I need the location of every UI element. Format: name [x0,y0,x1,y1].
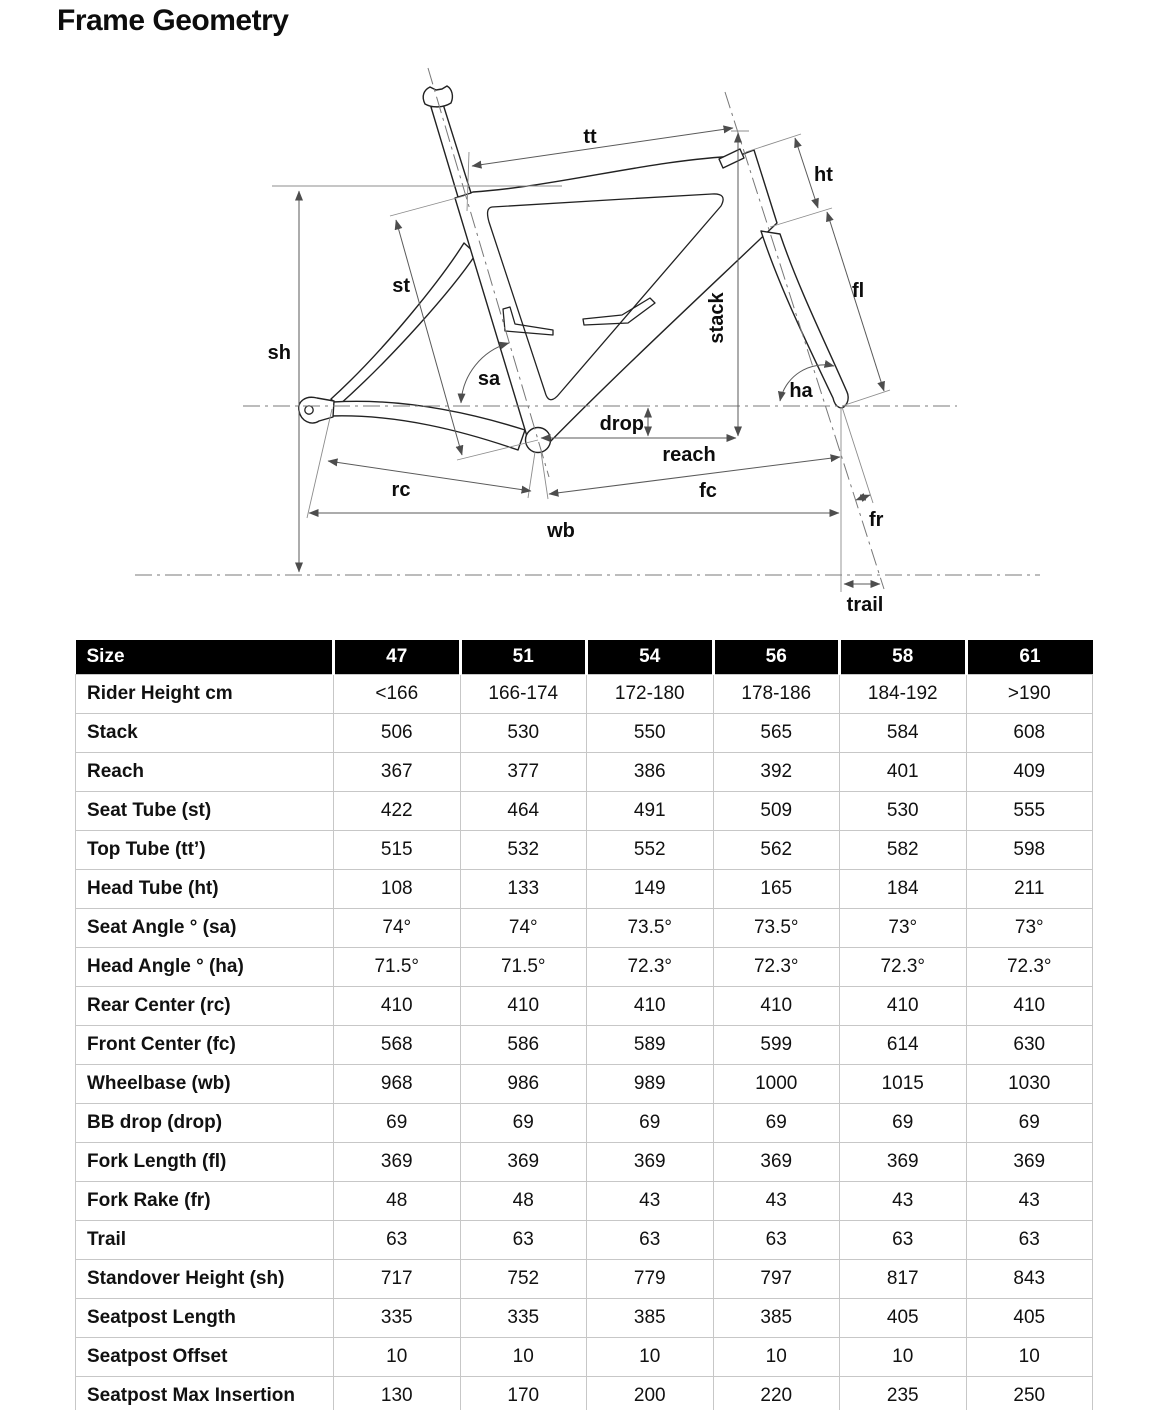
value-cell: 72.3° [587,948,714,987]
value-cell: 401 [840,753,967,792]
value-cell: 69 [460,1104,587,1143]
value-cell: 562 [713,831,840,870]
row-label: Top Tube (tt’) [76,831,334,870]
value-cell: 1000 [713,1065,840,1104]
value-cell: 69 [587,1104,714,1143]
table-row [76,1338,1093,1377]
table-row [76,1065,1093,1104]
row-label: Seat Angle ° (sa) [76,909,334,948]
value-cell: 69 [840,1104,967,1143]
value-cell: 582 [840,831,967,870]
row-label: Seat Tube (st) [76,792,334,831]
value-cell: 166-174 [460,675,587,714]
value-cell: 752 [460,1260,587,1299]
value-cell: 367 [334,753,461,792]
value-cell: 550 [587,714,714,753]
value-cell: 72.3° [966,948,1093,987]
value-cell: 530 [460,714,587,753]
fr-dimension [856,495,870,500]
diagram-label-fc: fc [699,480,717,502]
table-row [76,1260,1093,1299]
value-cell: 1015 [840,1065,967,1104]
seatstay-tube [331,243,476,406]
value-cell: 410 [334,987,461,1026]
value-cell: 250 [966,1377,1093,1410]
column-header-size-56: 56 [713,640,840,675]
value-cell: 10 [840,1338,967,1377]
value-cell: 71.5° [334,948,461,987]
row-label: Trail [76,1221,334,1260]
seatpost [431,104,471,197]
saddle-clamp [423,86,452,107]
value-cell: 63 [460,1221,587,1260]
diagram-label-stack: stack [706,292,728,344]
value-cell: 491 [587,792,714,831]
value-cell: 10 [587,1338,714,1377]
value-cell: 410 [460,987,587,1026]
bb-extension-right [541,452,548,499]
value-cell: 986 [460,1065,587,1104]
table-row [76,714,1093,753]
table-row [76,675,1093,714]
value-cell: 515 [334,831,461,870]
diagram-label-st: st [392,275,410,297]
row-label: Wheelbase (wb) [76,1065,334,1104]
value-cell: 73° [966,909,1093,948]
value-cell: 43 [713,1182,840,1221]
geometry-table-body [76,675,1093,1410]
row-label: Stack [76,714,334,753]
value-cell: 568 [334,1026,461,1065]
row-label: Rider Height cm [76,675,334,714]
table-row [76,831,1093,870]
value-cell: 565 [713,714,840,753]
fork-rake-reference [842,407,873,503]
table-row [76,1182,1093,1221]
value-cell: >190 [966,675,1093,714]
value-cell: 385 [587,1299,714,1338]
ht-top-tick [746,134,801,152]
value-cell: 630 [966,1026,1093,1065]
value-cell: 63 [966,1221,1093,1260]
value-cell: 184-192 [840,675,967,714]
diagram-label-ht: ht [814,164,833,186]
value-cell: 509 [713,792,840,831]
value-cell: 133 [460,870,587,909]
ht-bottom-tick [770,208,832,227]
value-cell: 63 [587,1221,714,1260]
row-label: Front Center (fc) [76,1026,334,1065]
value-cell: 10 [460,1338,587,1377]
rear-dropout [299,397,334,423]
table-row [76,1104,1093,1143]
st-top-tick [390,196,464,216]
value-cell: 43 [840,1182,967,1221]
table-row [76,792,1093,831]
value-cell: 69 [966,1104,1093,1143]
value-cell: 178-186 [713,675,840,714]
table-row [76,1377,1093,1410]
value-cell: 717 [334,1260,461,1299]
table-row [76,1026,1093,1065]
value-cell: 48 [460,1182,587,1221]
header-row [76,640,1093,675]
page-title: Frame Geometry [57,4,289,37]
row-label: Rear Center (rc) [76,987,334,1026]
table-row [76,1299,1093,1338]
value-cell: 410 [840,987,967,1026]
row-label: Reach [76,753,334,792]
diagram-label-drop: drop [599,413,644,435]
row-label: Fork Rake (fr) [76,1182,334,1221]
value-cell: 235 [840,1377,967,1410]
column-header-size-51: 51 [460,640,587,675]
value-cell: 172-180 [587,675,714,714]
value-cell: 63 [713,1221,840,1260]
value-cell: 48 [334,1182,461,1221]
table-row [76,948,1093,987]
diagram-label-sa: sa [477,368,501,390]
rear-axle-extension [307,409,332,518]
row-label: Seatpost Offset [76,1338,334,1377]
value-cell: 43 [966,1182,1093,1221]
value-cell: 1030 [966,1065,1093,1104]
value-cell: 552 [587,831,714,870]
geometry-table [75,640,1093,1410]
value-cell: 989 [587,1065,714,1104]
value-cell: 10 [966,1338,1093,1377]
column-header-size-61: 61 [966,640,1093,675]
value-cell: 149 [587,870,714,909]
value-cell: 410 [713,987,840,1026]
column-header-size-58: 58 [840,640,967,675]
row-label: Seatpost Max Insertion [76,1377,334,1410]
value-cell: 532 [460,831,587,870]
value-cell: 506 [334,714,461,753]
table-row [76,753,1093,792]
value-cell: 165 [713,870,840,909]
value-cell: 797 [713,1260,840,1299]
value-cell: 369 [966,1143,1093,1182]
value-cell: 10 [334,1338,461,1377]
value-cell: 589 [587,1026,714,1065]
value-cell: 586 [460,1026,587,1065]
value-cell: 200 [587,1377,714,1410]
value-cell: 108 [334,870,461,909]
value-cell: 405 [966,1299,1093,1338]
value-cell: 369 [713,1143,840,1182]
value-cell: 184 [840,870,967,909]
value-cell: 71.5° [460,948,587,987]
table-row [76,909,1093,948]
frame-geometry-diagram [0,0,1171,632]
value-cell: 130 [334,1377,461,1410]
row-label: BB drop (drop) [76,1104,334,1143]
diagram-label-sh: sh [267,342,291,364]
value-cell: 817 [840,1260,967,1299]
value-cell: 598 [966,831,1093,870]
value-cell: 69 [334,1104,461,1143]
value-cell: <166 [334,675,461,714]
value-cell: 72.3° [713,948,840,987]
value-cell: 69 [713,1104,840,1143]
value-cell: 386 [587,753,714,792]
value-cell: 211 [966,870,1093,909]
value-cell: 10 [713,1338,840,1377]
value-cell: 779 [587,1260,714,1299]
table-row [76,1143,1093,1182]
row-label: Standover Height (sh) [76,1260,334,1299]
diagram-label-rc: rc [391,479,411,501]
value-cell: 392 [713,753,840,792]
value-cell: 530 [840,792,967,831]
diagram-label-wb: wb [547,520,575,542]
row-label: Head Tube (ht) [76,870,334,909]
value-cell: 410 [966,987,1093,1026]
value-cell: 405 [840,1299,967,1338]
table-row [76,987,1093,1026]
value-cell: 369 [840,1143,967,1182]
value-cell: 599 [713,1026,840,1065]
value-cell: 369 [460,1143,587,1182]
value-cell: 369 [334,1143,461,1182]
value-cell: 220 [713,1377,840,1410]
value-cell: 74° [460,909,587,948]
value-cell: 464 [460,792,587,831]
value-cell: 555 [966,792,1093,831]
value-cell: 73° [840,909,967,948]
value-cell: 385 [713,1299,840,1338]
value-cell: 369 [587,1143,714,1182]
value-cell: 72.3° [840,948,967,987]
value-cell: 73.5° [587,909,714,948]
value-cell: 335 [334,1299,461,1338]
diagram-label-fr: fr [869,509,884,531]
diagram-label-ha: ha [789,380,813,402]
value-cell: 43 [587,1182,714,1221]
row-label: Head Angle ° (ha) [76,948,334,987]
value-cell: 63 [840,1221,967,1260]
fl-bottom-tick [842,390,890,406]
table-row [76,870,1093,909]
value-cell: 73.5° [713,909,840,948]
value-cell: 410 [587,987,714,1026]
geometry-table-header [76,640,1093,675]
diagram-label-trail: trail [846,594,884,616]
bike-frame-drawing [299,86,848,453]
column-header-size-54: 54 [587,640,714,675]
value-cell: 409 [966,753,1093,792]
column-header-size: Size [76,640,334,675]
value-cell: 614 [840,1026,967,1065]
chainstay-tube [331,401,525,450]
value-cell: 170 [460,1377,587,1410]
value-cell: 377 [460,753,587,792]
diagram-label-fl: fl [852,280,865,302]
row-label: Fork Length (fl) [76,1143,334,1182]
diagram-label-tt: tt [583,126,597,148]
diagram-label-reach: reach [662,444,716,466]
table-row [76,1221,1093,1260]
row-label: Seatpost Length [76,1299,334,1338]
value-cell: 843 [966,1260,1093,1299]
value-cell: 63 [334,1221,461,1260]
value-cell: 335 [460,1299,587,1338]
value-cell: 422 [334,792,461,831]
value-cell: 608 [966,714,1093,753]
rc-dimension [328,461,531,491]
front-triangle [455,150,777,446]
column-header-size-47: 47 [334,640,461,675]
value-cell: 74° [334,909,461,948]
value-cell: 584 [840,714,967,753]
value-cell: 968 [334,1065,461,1104]
